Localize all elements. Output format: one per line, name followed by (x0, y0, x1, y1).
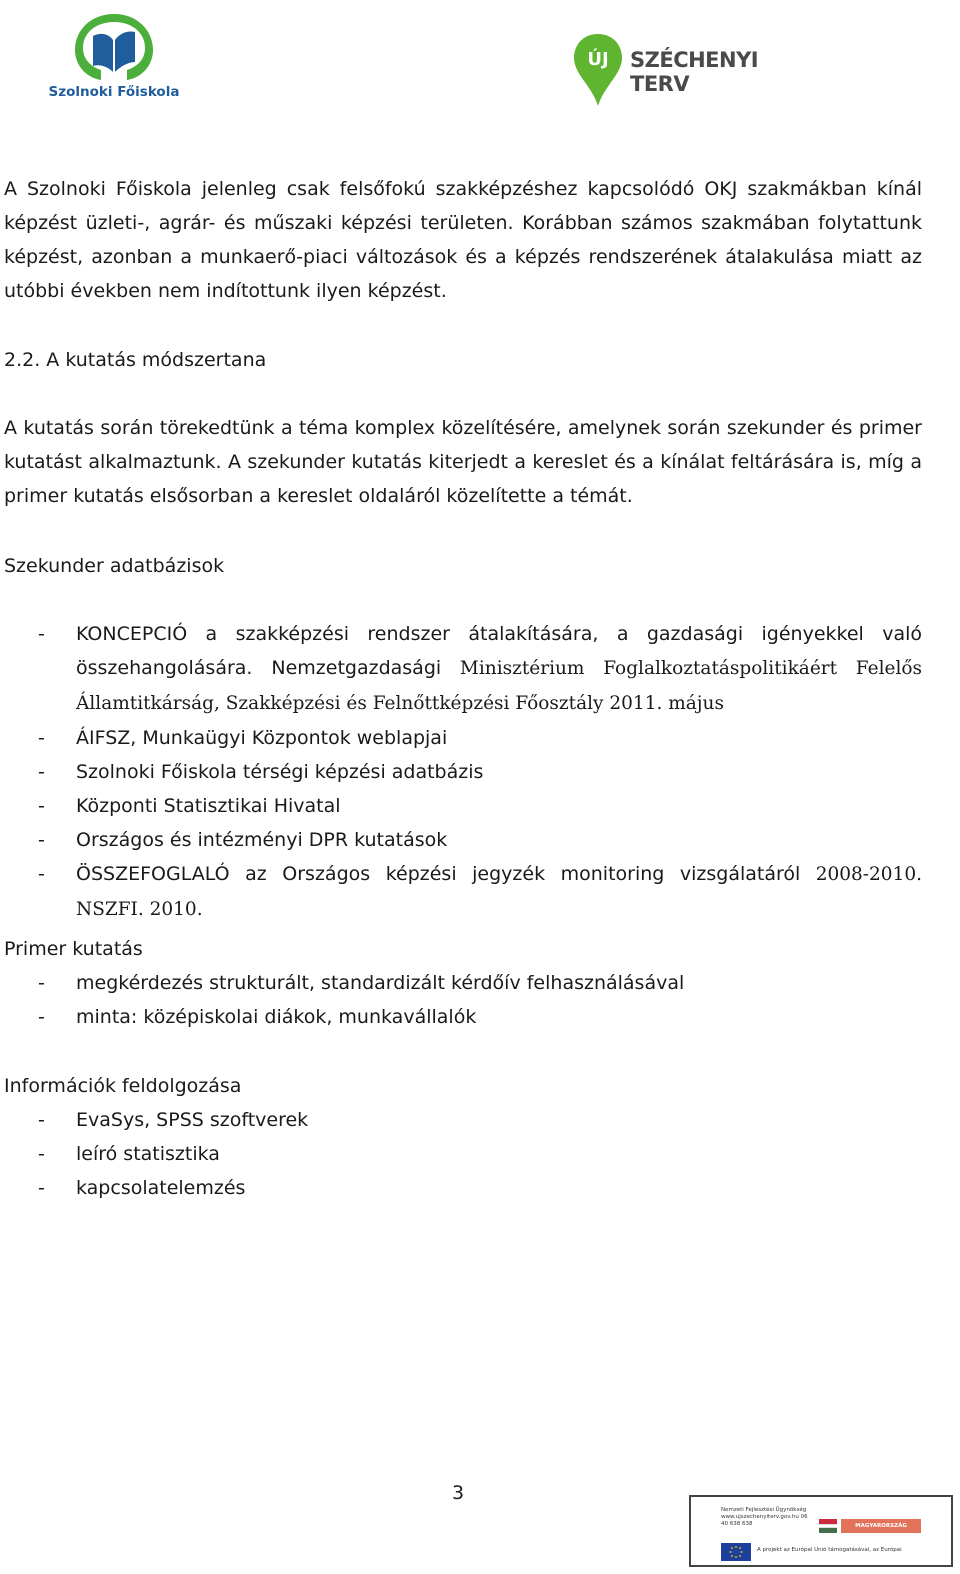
list-item (4, 857, 922, 927)
list-item-text: Országos és intézményi DPR kutatások (76, 829, 448, 851)
bullet-dash: - (38, 1143, 45, 1165)
list-item-text: minta: középiskolai diákok, munkavállalók (76, 1006, 477, 1028)
list-item (4, 966, 922, 1000)
list-item (4, 789, 922, 823)
hungary-renews-banner: MAGYARORSZÁG MEGÚJUL (841, 1519, 921, 1533)
processing-list (4, 1103, 922, 1205)
szolnoki-foiskola-logo-text: Szolnoki Főiskola (48, 84, 180, 100)
list-item-text-serif: Minisztérium Foglalkoztatáspolitikáért Felelős Államtitkárság, Szakképzési és Felnőttképzési Főosztály 2011. május (76, 658, 922, 714)
processing-heading: Információk feldolgozása (4, 1075, 242, 1097)
footer-funding-badge (689, 1495, 953, 1567)
list-item-text: ÖSSZEFOGLALÓ az Országos képzési jegyzék monitoring vizsgálatáról (76, 863, 801, 885)
bullet-dash: - (38, 1109, 45, 1131)
secondary-list (4, 617, 922, 927)
list-item-text: ÁIFSZ, Munkaügyi Központok weblapjai (76, 727, 448, 749)
list-item (4, 823, 922, 857)
szolnoki-foiskola-logo (44, 8, 184, 100)
bullet-dash: - (38, 623, 45, 645)
bullet-dash: - (38, 795, 45, 817)
list-item-text: Szolnoki Főiskola térségi képzési adatbázis (76, 761, 484, 783)
bullet-dash: - (38, 863, 45, 885)
uj-szechenyi-terv-logo (572, 30, 822, 110)
logo-badge-text: ÚJ (587, 49, 609, 70)
page-number: 3 (452, 1482, 465, 1504)
eu-support-text: A projekt az Európai Unió támogatásával, az Európai (757, 1547, 902, 1553)
list-item-text: kapcsolatelemzés (76, 1177, 246, 1199)
list-item (4, 1137, 922, 1171)
list-item-text: KONCEPCIÓ a szakképzési rendszer átalakítására, a gazdasági igényekkel való összehangolására. Nemzetgazdasági (76, 623, 922, 679)
primary-list (4, 966, 922, 1034)
list-item (4, 1171, 922, 1205)
list-item (4, 1103, 922, 1137)
hungarian-flag-icon (819, 1519, 837, 1533)
intro-paragraph: A Szolnoki Főiskola jelenleg csak felsőfokú szakképzéshez kapcsolódó OKJ szakmákban kínál képzést üzleti-, agrár- és műszaki képzési területen. Korábban számos szakmában folytattunk képzést, azonban a munkaerő-piaci változások és a képzés rendszerének átalakulása miatt az utóbbi években nem indítottunk ilyen képzést. (4, 178, 922, 302)
agency-text: Nemzeti Fejlesztési Ügynökség www.ujszechenyiterv.gov.hu 06 40 638 638 (721, 1507, 808, 1527)
method-paragraph: A kutatás során törekedtünk a téma komplex közelítésére, amelynek során szekunder és primer kutatást alkalmaztunk. A szekunder kutatás kiterjedt a kereslet és a kínálat feltárására is, míg a primer kutatás elsősorban a kereslet oldaláról közelítette a témát. (4, 417, 922, 507)
location-pin-icon (572, 32, 624, 108)
bullet-dash: - (38, 1006, 45, 1028)
primary-heading: Primer kutatás (4, 938, 143, 960)
secondary-heading: Szekunder adatbázisok (4, 555, 225, 577)
list-item (4, 1000, 922, 1034)
book-emblem-icon (71, 10, 157, 82)
list-item-text: Központi Statisztikai Hivatal (76, 795, 341, 817)
bullet-dash: - (38, 1177, 45, 1199)
list-item (4, 721, 922, 755)
list-item-text: megkérdezés strukturált, standardizált kérdőív felhasználásával (76, 972, 685, 994)
bullet-dash: - (38, 727, 45, 749)
list-item-text-serif: 2008-2010. NSZFI. 2010. (76, 864, 922, 920)
list-item (4, 755, 922, 789)
list-item (4, 617, 922, 721)
bullet-dash: - (38, 972, 45, 994)
bullet-dash: - (38, 761, 45, 783)
bullet-dash: - (38, 829, 45, 851)
list-item-text: EvaSys, SPSS szoftverek (76, 1109, 309, 1131)
uj-szechenyi-terv-logo-text: SZÉCHENYI TERV (630, 48, 759, 96)
list-item-text: leíró statisztika (76, 1143, 220, 1165)
eu-flag-icon (721, 1543, 751, 1561)
section-heading: 2.2. A kutatás módszertana (4, 349, 267, 371)
